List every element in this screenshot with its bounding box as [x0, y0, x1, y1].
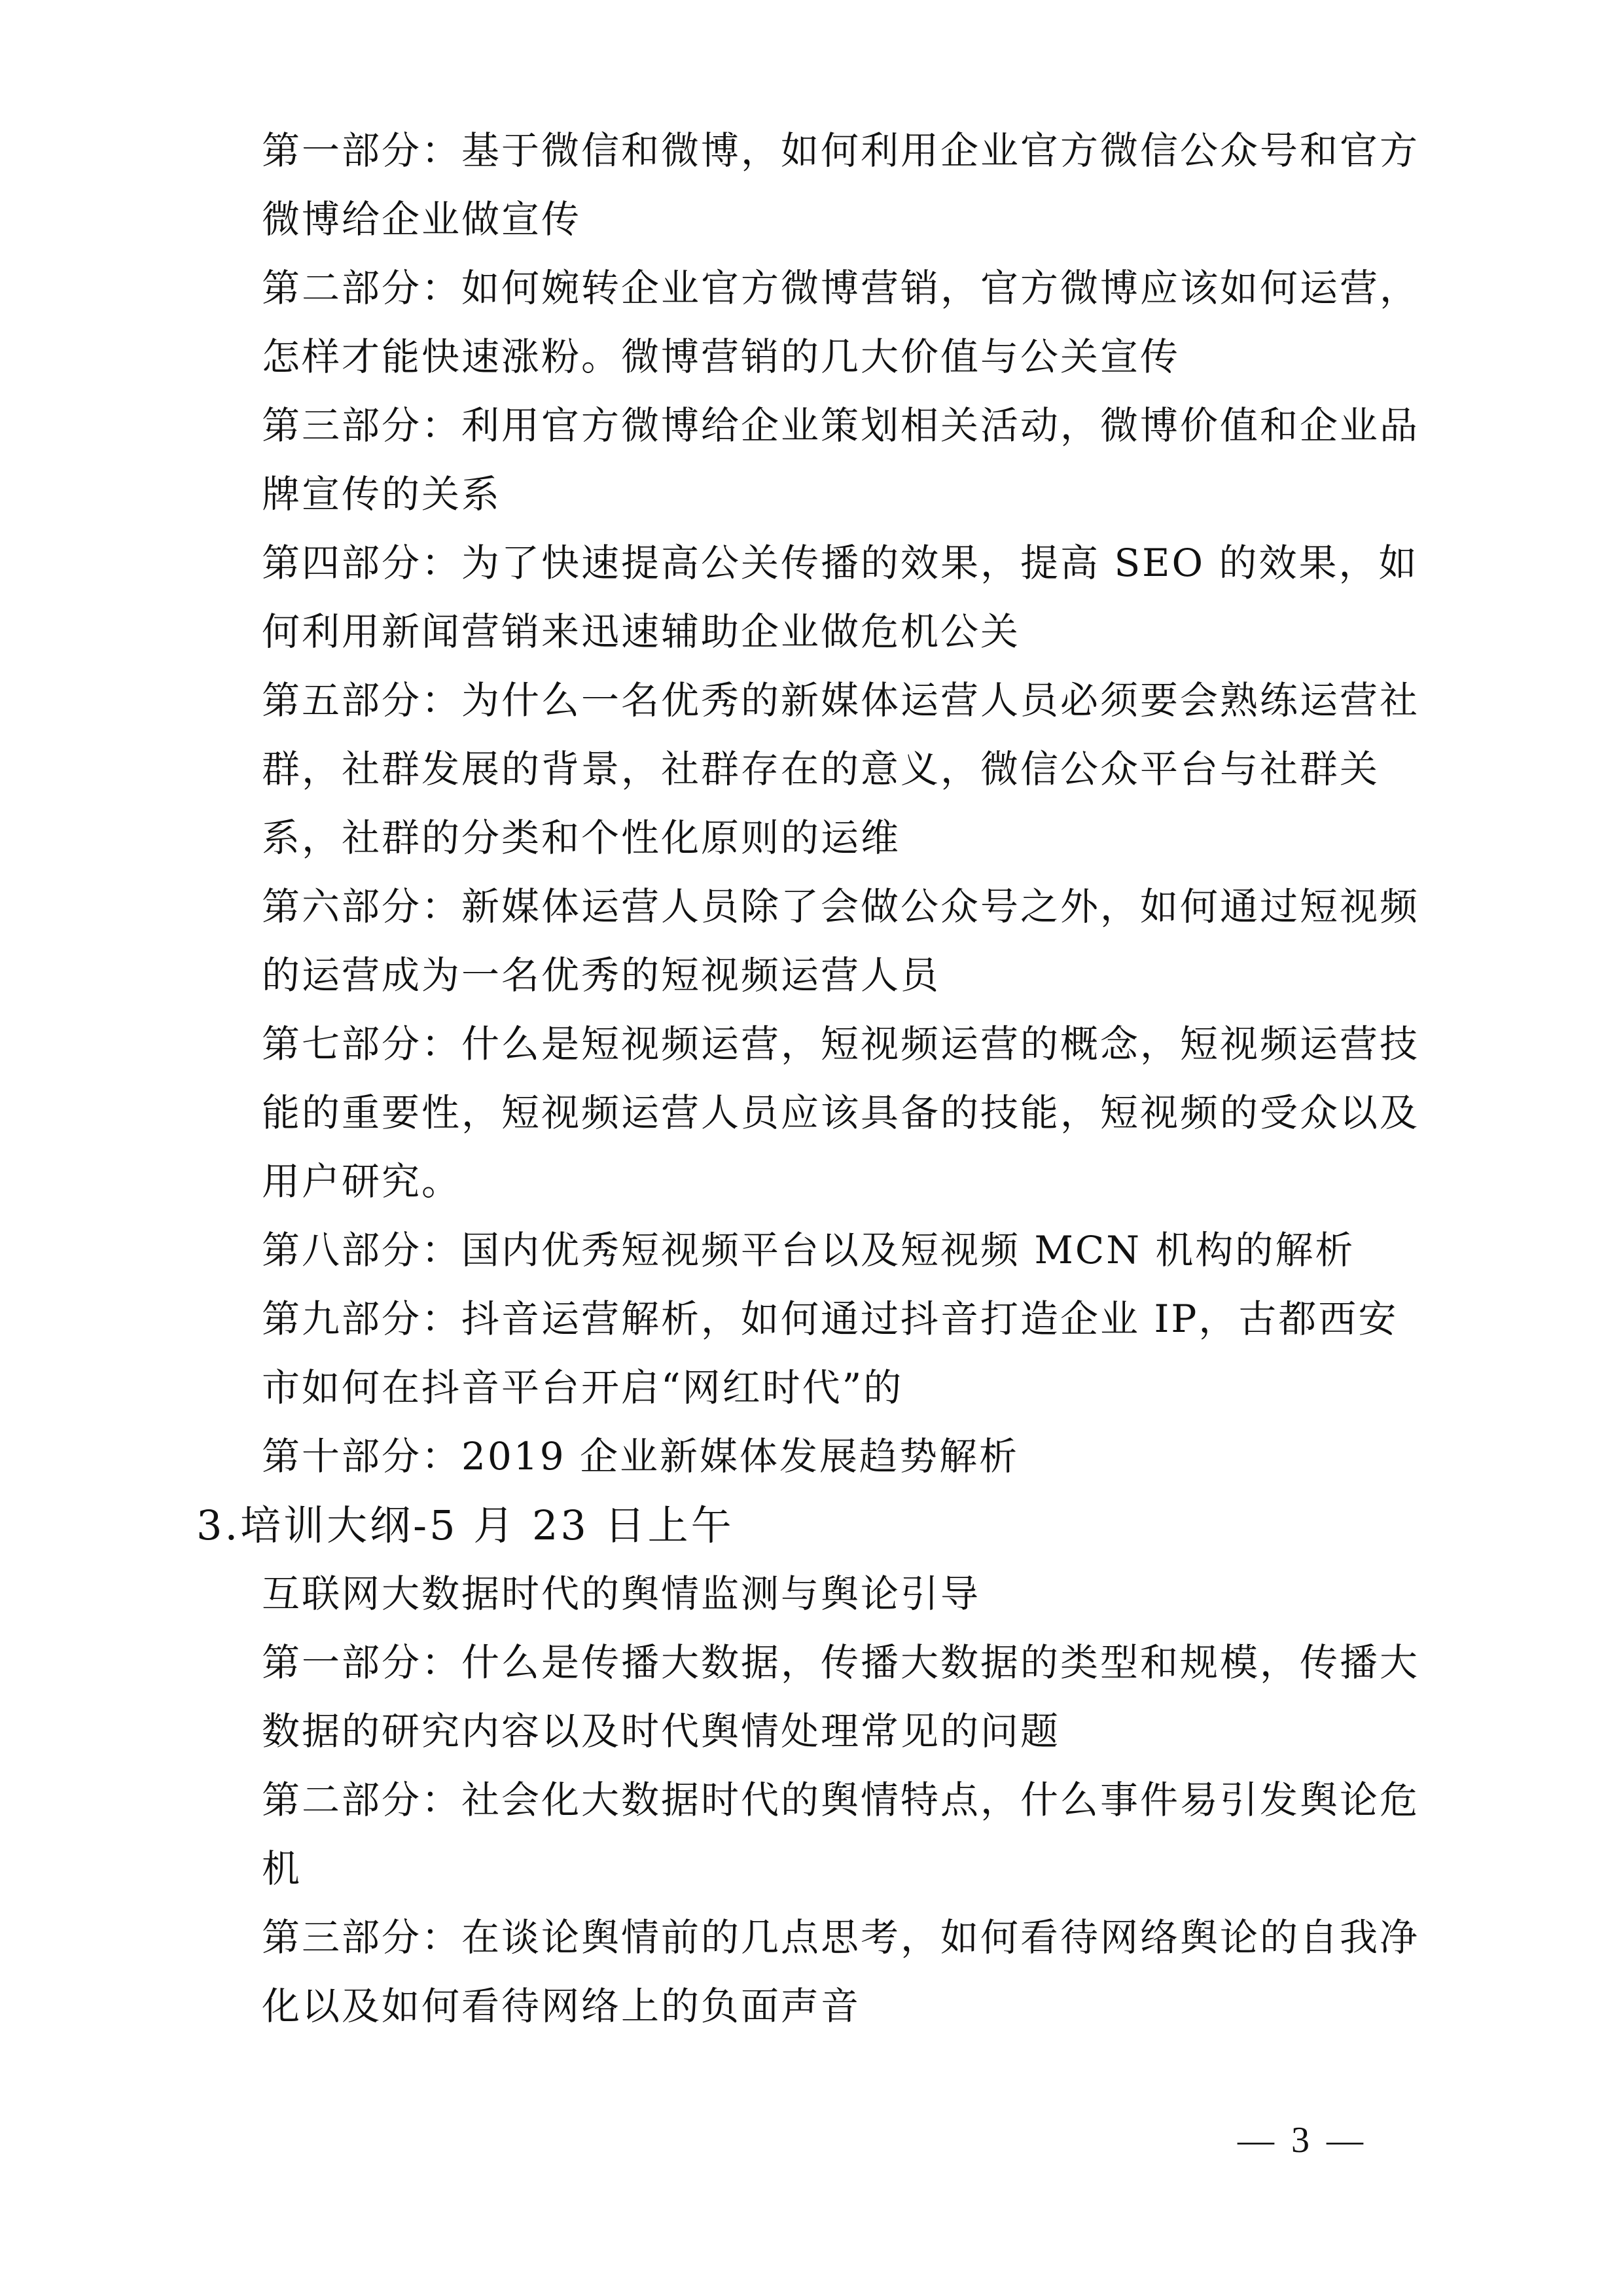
outline-b-part-3: 第三部分：在谈论舆情前的几点思考，如何看待网络舆论的自我净化以及如何看待网络上的负面声音 [262, 1915, 1420, 2028]
outline-b-part-2: 第二部分：社会化大数据时代的舆情特点，什么事件易引发舆论危机 [262, 1778, 1420, 1891]
page-number: — 3 — [1238, 2120, 1367, 2161]
outline-part-4: 第四部分：为了快速提高公关传播的效果，提高 SEO 的效果，如何利用新闻营销来迅速辅助企业做危机公关 [262, 541, 1419, 654]
outline-part-6: 第六部分：新媒体运营人员除了会做公众号之外，如何通过短视频的运营成为一名优秀的短视频运营人员 [262, 884, 1420, 997]
section-heading: 3.培训大纲-5 月 23 日上午 [196, 1501, 734, 1549]
outline-part-8: 第八部分：国内优秀短视频平台以及短视频 MCN 机构的解析 [262, 1228, 1355, 1272]
outline-part-10: 第十部分：2019 企业新媒体发展趋势解析 [262, 1434, 1020, 1479]
outline-b-part-1: 第一部分：什么是传播大数据，传播大数据的类型和规模，传播大数据的研究内容以及时代舆情处理常见的问题 [262, 1640, 1420, 1753]
section-subtitle: 互联网大数据时代的舆情监测与舆论引导 [262, 1571, 981, 1616]
outline-part-1: 第一部分：基于微信和微博，如何利用企业官方微信公众号和官方微博给企业做宣传 [262, 128, 1420, 242]
outline-part-5: 第五部分：为什么一名优秀的新媒体运营人员必须要会熟练运营社群，社群发展的背景，社群存在的意义，微信公众平台与社群关系，社群的分类和个性化原则的运维 [262, 678, 1420, 860]
outline-part-7: 第七部分：什么是短视频运营，短视频运营的概念，短视频运营技能的重要性，短视频运营人员应该具备的技能，短视频的受众以及用户研究。 [262, 1022, 1420, 1204]
outline-part-9: 第九部分：抖音运营解析，如何通过抖音打造企业 IP，古都西安市如何在抖音平台开启“网红时代”的 [262, 1297, 1399, 1410]
outline-part-2: 第二部分：如何婉转企业官方微博营销，官方微博应该如何运营，怎样才能快速涨粉。微博营销的几大价值与公关宣传 [262, 266, 1420, 379]
outline-part-3: 第三部分：利用官方微博给企业策划相关活动，微博价值和企业品牌宣传的关系 [262, 403, 1420, 516]
document-body [196, 117, 1420, 2041]
